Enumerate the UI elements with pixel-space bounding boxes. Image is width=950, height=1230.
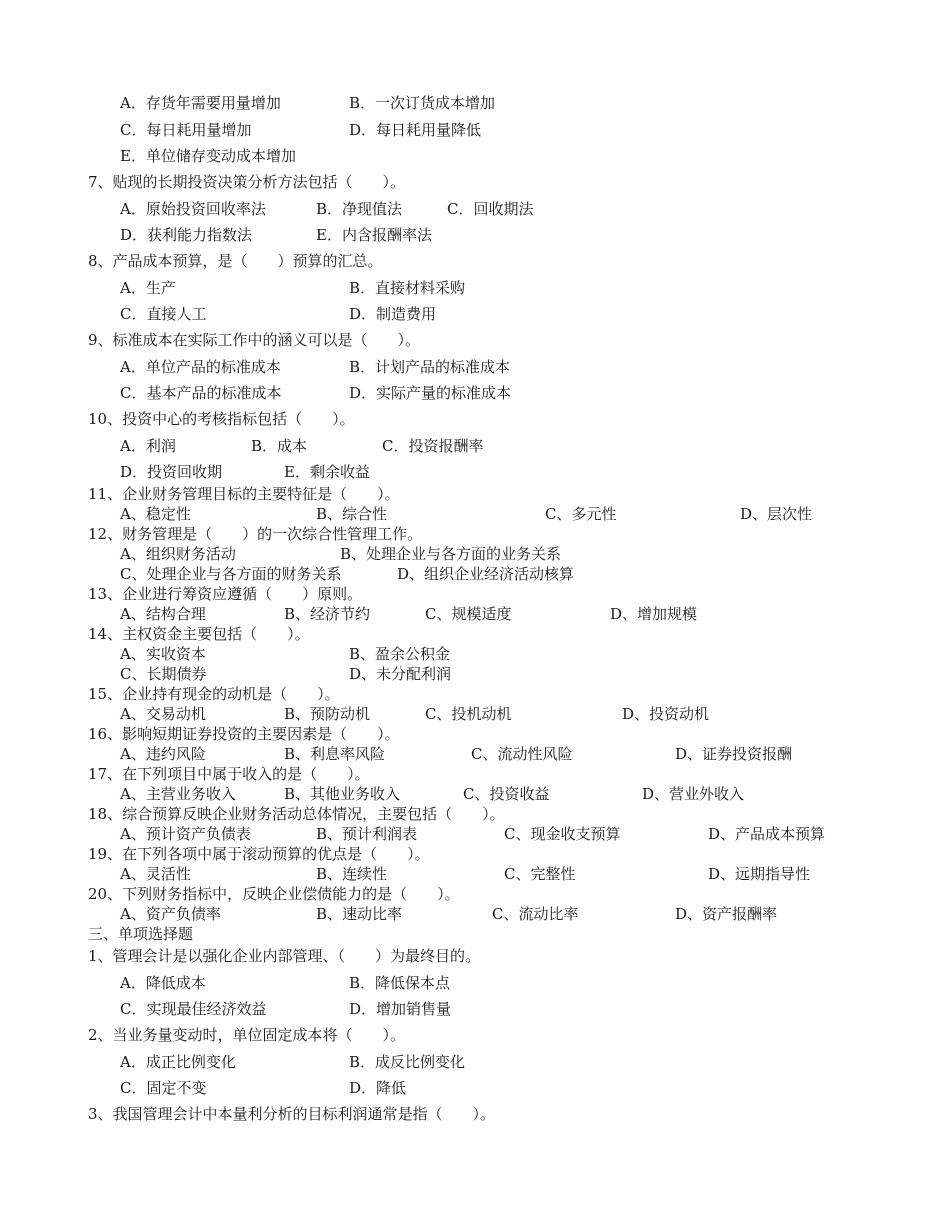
option-text: A、资产负债率: [120, 905, 221, 923]
option-text: B、处理企业与各方面的业务关系: [340, 545, 562, 563]
option-text: B、速动比率: [316, 905, 403, 923]
question-text: 11、企业财务管理目标的主要特征是（ ）。: [88, 485, 400, 503]
option-text: C．实现最佳经济效益: [120, 1000, 267, 1018]
option-text: C．基本产品的标准成本: [120, 384, 282, 402]
question-text: 19、在下列各项中属于滚动预算的优点是（ ）。: [88, 845, 430, 863]
question-text: 1、管理会计是以强化企业内部管理、（ ）为最终目的。: [88, 947, 481, 965]
question-text: 16、影响短期证券投资的主要因素是（ ）。: [88, 725, 400, 743]
option-text: A．原始投资回收率法: [120, 200, 266, 218]
option-text: D．投资回收期: [120, 463, 223, 481]
question-text: 12、财务管理是（ ）的一次综合性管理工作。: [88, 525, 423, 543]
option-text: B．降低保本点: [349, 974, 451, 992]
option-text: C．直接人工: [120, 305, 207, 323]
option-text: B．一次订货成本增加: [349, 94, 496, 112]
option-text: A、实收资本: [120, 645, 206, 663]
question-text: 15、企业持有现金的动机是（ ）。: [88, 685, 340, 703]
option-text: B、综合性: [316, 505, 388, 523]
question-text: 17、在下列项目中属于收入的是（ ）。: [88, 765, 370, 783]
option-text: A、预计资产负债表: [120, 825, 251, 843]
question-text: 10、投资中心的考核指标包括（ ）。: [88, 410, 355, 428]
option-text: C、处理企业与各方面的财务关系: [120, 565, 342, 583]
question-text: 14、主权资金主要包括（ ）。: [88, 625, 310, 643]
option-text: B．计划产品的标准成本: [349, 358, 511, 376]
option-text: C、投资收益: [463, 785, 550, 803]
option-text: A、主营业务收入: [120, 785, 236, 803]
option-text: B、预计利润表: [316, 825, 418, 843]
question-text: 3、我国管理会计中本量利分析的目标利润通常是指（ ）。: [88, 1105, 496, 1123]
option-text: C、投机动机: [425, 705, 512, 723]
option-text: D、层次性: [740, 505, 813, 523]
option-text: A、组织财务活动: [120, 545, 236, 563]
option-text: B、预防动机: [284, 705, 371, 723]
option-text: C、流动比率: [492, 905, 579, 923]
option-text: B、盈余公积金: [349, 645, 451, 663]
option-text: A．利润: [120, 437, 176, 455]
option-text: A．存货年需要用量增加: [120, 94, 281, 112]
option-text: B．直接材料采购: [349, 279, 466, 297]
option-text: A、交易动机: [120, 705, 206, 723]
option-text: C．固定不变: [120, 1079, 207, 1097]
question-text: 13、企业进行筹资应遵循（ ）原则。: [88, 585, 363, 603]
option-text: B．成反比例变化: [349, 1053, 466, 1071]
option-text: A．生产: [120, 279, 176, 297]
option-text: D．实际产量的标准成本: [349, 384, 512, 402]
option-text: D、投资动机: [622, 705, 710, 723]
option-text: D、营业外收入: [642, 785, 745, 803]
option-text: D．制造费用: [349, 305, 437, 323]
option-text: D．获利能力指数法: [120, 226, 253, 244]
option-text: A．降低成本: [120, 974, 206, 992]
option-text: C、长期债券: [120, 665, 207, 683]
option-text: B．净现值法: [316, 200, 403, 218]
option-text: D、未分配利润: [349, 665, 452, 683]
option-text: A、违约风险: [120, 745, 206, 763]
question-text: 20、下列财务指标中，反映企业偿债能力的是（ ）。: [88, 885, 460, 903]
option-text: D、远期指导性: [708, 865, 811, 883]
option-text: D．每日耗用量降低: [349, 121, 482, 139]
question-text: 9、标准成本在实际工作中的涵义可以是（ ）。: [88, 331, 421, 349]
question-text: 7、贴现的长期投资决策分析方法包括（ ）。: [88, 173, 406, 191]
option-text: C．每日耗用量增加: [120, 121, 252, 139]
option-text: B．成本: [251, 437, 308, 455]
option-text: C、多元性: [545, 505, 617, 523]
option-text: D、增加规模: [610, 605, 698, 623]
option-text: E．剩余收益: [284, 463, 370, 481]
option-text: D、资产报酬率: [675, 905, 778, 923]
option-text: D、产品成本预算: [708, 825, 826, 843]
question-text: 三、单项选择题: [88, 925, 194, 943]
option-text: D．增加销售量: [349, 1000, 452, 1018]
option-text: D、证券投资报酬: [675, 745, 793, 763]
option-text: C、规模适度: [425, 605, 512, 623]
option-text: D．降低: [349, 1079, 407, 1097]
option-text: A．成正比例变化: [120, 1053, 236, 1071]
option-text: D、组织企业经济活动核算: [397, 565, 575, 583]
option-text: E．内含报酬率法: [316, 226, 432, 244]
option-text: A、稳定性: [120, 505, 191, 523]
option-text: B、利息率风险: [284, 745, 386, 763]
option-text: C、完整性: [504, 865, 576, 883]
option-text: A、结构合理: [120, 605, 206, 623]
option-text: C、流动性风险: [471, 745, 573, 763]
option-text: B、连续性: [316, 865, 388, 883]
option-text: B、经济节约: [284, 605, 371, 623]
question-text: 8、产品成本预算，是（ ）预算的汇总。: [88, 252, 383, 270]
option-text: C、现金收支预算: [504, 825, 621, 843]
option-text: C．回收期法: [447, 200, 534, 218]
option-text: B、其他业务收入: [284, 785, 401, 803]
option-text: A、灵活性: [120, 865, 191, 883]
option-text: C．投资报酬率: [382, 437, 484, 455]
option-text: A．单位产品的标准成本: [120, 358, 281, 376]
option-text: E．单位储存变动成本增加: [120, 147, 296, 165]
question-text: 18、综合预算反映企业财务活动总体情况，主要包括（ ）。: [88, 805, 505, 823]
question-text: 2、当业务量变动时，单位固定成本将（ ）。: [88, 1026, 406, 1044]
